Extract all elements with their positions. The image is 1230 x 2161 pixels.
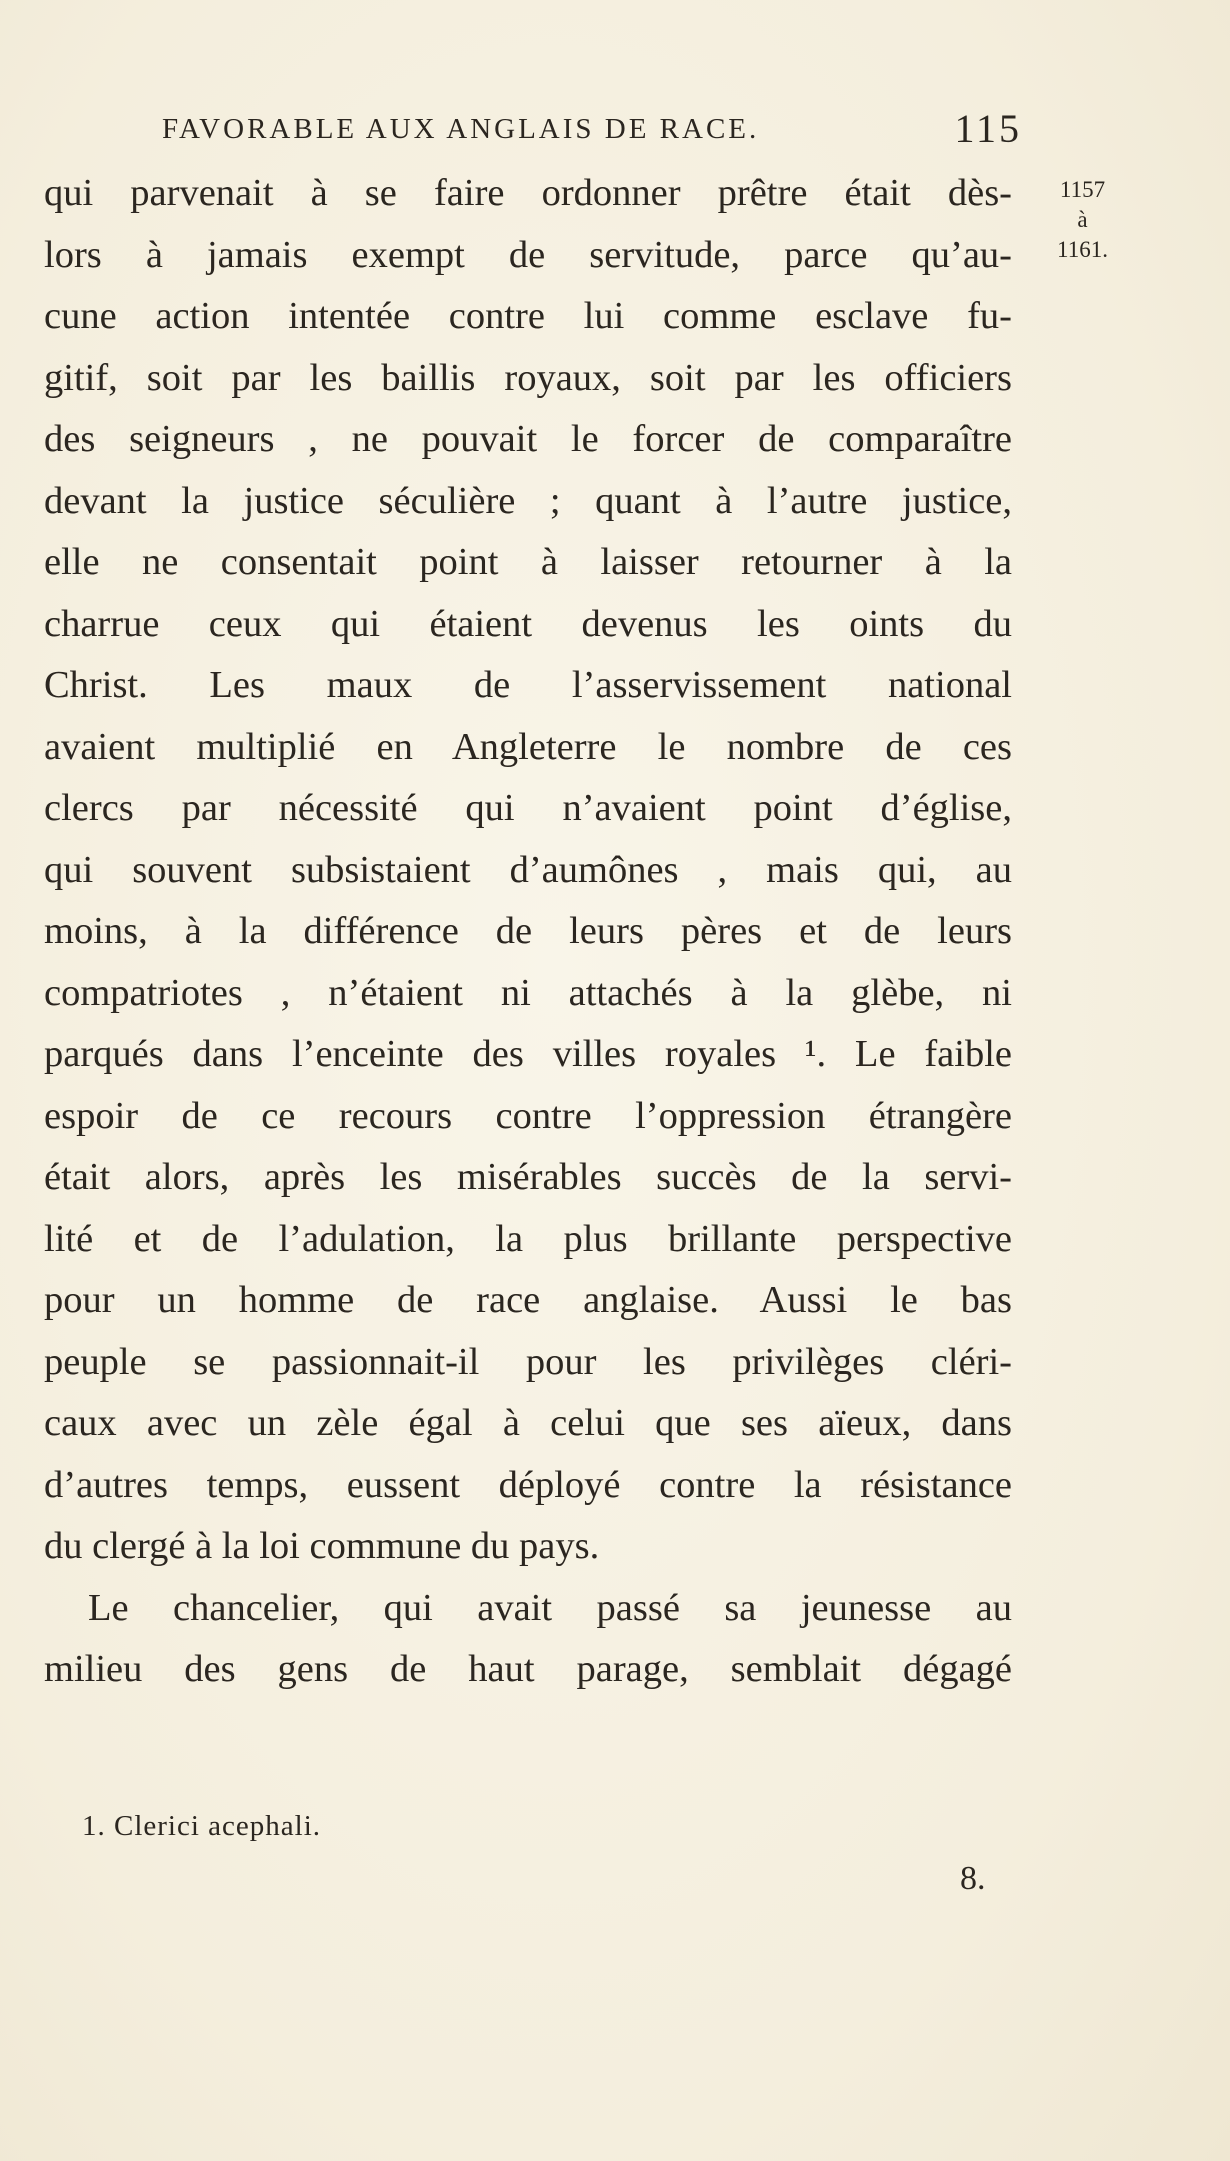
text-line: elle ne consentait point à laisser retourner à la (44, 541, 1012, 583)
running-head (162, 105, 1022, 155)
text-line: pour un homme de race anglaise. Aussi le bas (44, 1279, 1012, 1321)
text-line: caux avec un zèle égal à celui que ses aïeux, dans (44, 1402, 1012, 1444)
text-line-paragraph-start: Le chancelier, qui avait passé sa jeunesse au (88, 1586, 1012, 1629)
text-line: compatriotes , n’étaient ni attachés à la glèbe, ni (44, 971, 1012, 1014)
text-line: lors à jamais exempt de servitude, parce qu’au- (44, 233, 1012, 276)
text-line: milieu des gens de haut parage, semblait dégagé (44, 1648, 1012, 1690)
text-line: qui parvenait à se faire ordonner prêtre était dès- (44, 172, 1012, 214)
text-line: clercs par nécessité qui n’avaient point d’église, (44, 787, 1012, 829)
text-line: devant la justice séculière ; quant à l’autre justice, (44, 479, 1012, 522)
text-line: parqués dans l’enceinte des villes royales ¹. Le faible (44, 1033, 1012, 1075)
margin-year-to: 1161. (1057, 237, 1108, 262)
text-line: gitif, soit par les baillis royaux, soit par les officiers (44, 356, 1012, 399)
text-line: avaient multiplié en Angleterre le nombre de ces (44, 725, 1012, 768)
text-line: peuple se passionnait-il pour les privilèges cléri- (44, 1340, 1012, 1383)
margin-year-from: 1157 (1059, 177, 1106, 202)
text-line: moins, à la différence de leurs pères et de leurs (44, 910, 1012, 952)
text-line: qui souvent subsistaient d’aumônes , mais qui, au (44, 848, 1012, 891)
page-number: 115 (954, 106, 1022, 151)
text-line: espoir de ce recours contre l’oppression étrangère (44, 1094, 1012, 1137)
running-title: FAVORABLE AUX ANGLAIS DE RACE. (162, 113, 760, 145)
text-line: d’autres temps, eussent déployé contre la résistance (44, 1463, 1012, 1506)
text-line-paragraph-end: du clergé à la loi commune du pays. (44, 1525, 600, 1567)
signature-mark: 8. (960, 1860, 986, 1897)
margin-date-note (1045, 175, 1120, 265)
text-line: lité et de l’adulation, la plus brillante perspective (44, 1217, 1012, 1260)
margin-separator: à (1077, 207, 1088, 232)
text-line: cune action intentée contre lui comme esclave fu- (44, 295, 1012, 337)
text-line: Christ. Les maux de l’asservissement national (44, 664, 1012, 706)
body-text (44, 163, 1012, 1701)
text-line: était alors, après les misérables succès de la servi- (44, 1156, 1012, 1198)
text-line: charrue ceux qui étaient devenus les oints du (44, 602, 1012, 645)
footnote: 1. Clerici acephali. (82, 1810, 322, 1842)
text-line: des seigneurs , ne pouvait le forcer de comparaître (44, 418, 1012, 460)
